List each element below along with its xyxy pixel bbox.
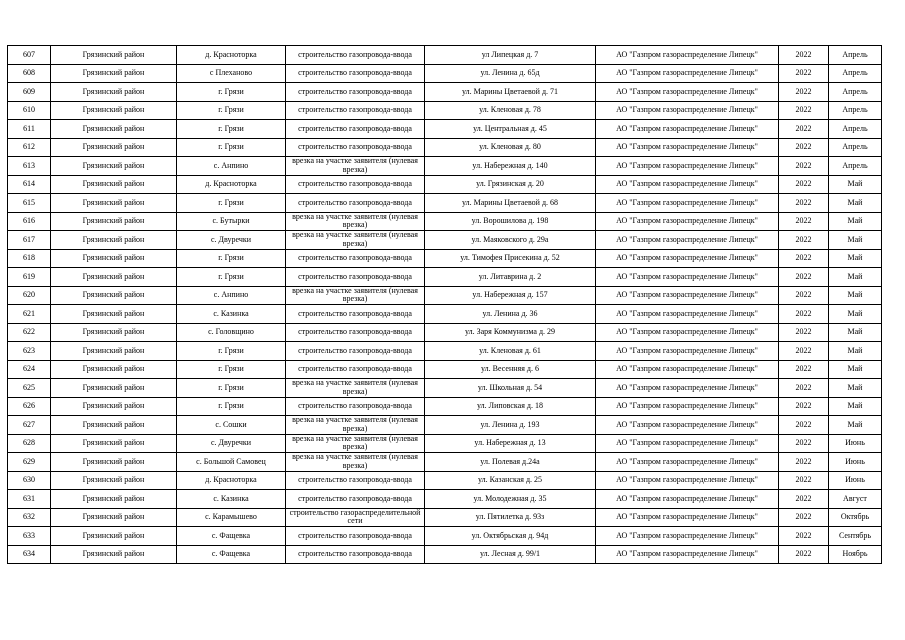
work-type-cell: строительство газопровода-ввода xyxy=(286,175,425,194)
organization-cell: АО "Газпром газораспределение Липецк" xyxy=(596,508,779,527)
locality-cell: г. Грязи xyxy=(177,101,286,120)
table-row xyxy=(8,212,882,231)
year-cell: 2022 xyxy=(779,342,829,361)
locality-cell: с. Головщино xyxy=(177,323,286,342)
address-cell: ул. Центральная д. 45 xyxy=(425,120,596,139)
year-cell: 2022 xyxy=(779,46,829,65)
row-number-cell: 624 xyxy=(8,360,51,379)
work-type-cell: строительство газопровода-ввода xyxy=(286,342,425,361)
row-number-cell: 622 xyxy=(8,323,51,342)
row-number-cell: 611 xyxy=(8,120,51,139)
address-cell: ул. Набережная д. 157 xyxy=(425,286,596,305)
address-cell: ул. Школьная д. 54 xyxy=(425,379,596,398)
address-cell: ул. Литаврина д. 2 xyxy=(425,268,596,287)
month-cell: Май xyxy=(829,249,882,268)
year-cell: 2022 xyxy=(779,379,829,398)
month-cell: Ноябрь xyxy=(829,545,882,564)
address-cell: ул. Набережная д. 140 xyxy=(425,157,596,176)
table-row xyxy=(8,268,882,287)
address-cell: ул. Лесная д. 99/1 xyxy=(425,545,596,564)
address-cell: ул. Весенняя д. 6 xyxy=(425,360,596,379)
district-cell: Грязинский район xyxy=(51,46,177,65)
table-row xyxy=(8,360,882,379)
year-cell: 2022 xyxy=(779,249,829,268)
district-cell: Грязинский район xyxy=(51,64,177,83)
work-type-cell: врезка на участке заявителя (нулевая врезка) xyxy=(286,379,425,398)
work-type-cell: строительство газопровода-ввода xyxy=(286,194,425,213)
table-row xyxy=(8,231,882,250)
document-page xyxy=(7,45,881,564)
year-cell: 2022 xyxy=(779,231,829,250)
locality-cell: с. Фащевка xyxy=(177,527,286,546)
year-cell: 2022 xyxy=(779,64,829,83)
organization-cell: АО "Газпром газораспределение Липецк" xyxy=(596,434,779,453)
district-cell: Грязинский район xyxy=(51,416,177,435)
district-cell: Грязинский район xyxy=(51,527,177,546)
work-type-cell: строительство газопровода-ввода xyxy=(286,527,425,546)
organization-cell: АО "Газпром газораспределение Липецк" xyxy=(596,545,779,564)
year-cell: 2022 xyxy=(779,138,829,157)
district-cell: Грязинский район xyxy=(51,231,177,250)
district-cell: Грязинский район xyxy=(51,471,177,490)
address-cell: ул. Ленина д. 193 xyxy=(425,416,596,435)
row-number-cell: 631 xyxy=(8,490,51,509)
month-cell: Июнь xyxy=(829,434,882,453)
address-cell: ул. Октябрьская д. 94д xyxy=(425,527,596,546)
month-cell: Май xyxy=(829,416,882,435)
district-cell: Грязинский район xyxy=(51,286,177,305)
table-row xyxy=(8,434,882,453)
work-type-cell: строительство газопровода-ввода xyxy=(286,249,425,268)
row-number-cell: 634 xyxy=(8,545,51,564)
year-cell: 2022 xyxy=(779,490,829,509)
row-number-cell: 618 xyxy=(8,249,51,268)
work-type-cell: строительство газопровода-ввода xyxy=(286,360,425,379)
month-cell: Май xyxy=(829,342,882,361)
table-row xyxy=(8,527,882,546)
locality-cell: г. Грязи xyxy=(177,342,286,361)
month-cell: Май xyxy=(829,323,882,342)
table-row xyxy=(8,490,882,509)
row-number-cell: 615 xyxy=(8,194,51,213)
work-type-cell: строительство газораспределительной сети xyxy=(286,508,425,527)
organization-cell: АО "Газпром газораспределение Липецк" xyxy=(596,212,779,231)
month-cell: Апрель xyxy=(829,101,882,120)
organization-cell: АО "Газпром газораспределение Липецк" xyxy=(596,342,779,361)
row-number-cell: 619 xyxy=(8,268,51,287)
table-row xyxy=(8,157,882,176)
work-type-cell: строительство газопровода-ввода xyxy=(286,46,425,65)
organization-cell: АО "Газпром газораспределение Липецк" xyxy=(596,249,779,268)
table-row xyxy=(8,64,882,83)
district-cell: Грязинский район xyxy=(51,305,177,324)
locality-cell: г. Грязи xyxy=(177,194,286,213)
month-cell: Апрель xyxy=(829,157,882,176)
address-cell: ул. Набережная д. 13 xyxy=(425,434,596,453)
table-body xyxy=(8,46,882,564)
month-cell: Апрель xyxy=(829,120,882,139)
district-cell: Грязинский район xyxy=(51,212,177,231)
locality-cell: с. Анпино xyxy=(177,286,286,305)
address-cell: ул. Ворошилова д. 198 xyxy=(425,212,596,231)
row-number-cell: 613 xyxy=(8,157,51,176)
row-number-cell: 629 xyxy=(8,453,51,472)
address-cell: ул. Марины Цветаевой д. 71 xyxy=(425,83,596,102)
row-number-cell: 616 xyxy=(8,212,51,231)
work-type-cell: строительство газопровода-ввода xyxy=(286,490,425,509)
district-cell: Грязинский район xyxy=(51,434,177,453)
district-cell: Грязинский район xyxy=(51,508,177,527)
table-row xyxy=(8,453,882,472)
year-cell: 2022 xyxy=(779,360,829,379)
table-row xyxy=(8,286,882,305)
address-cell: ул. Кленовая д. 61 xyxy=(425,342,596,361)
table-row xyxy=(8,379,882,398)
locality-cell: с. Бутырки xyxy=(177,212,286,231)
year-cell: 2022 xyxy=(779,397,829,416)
month-cell: Август xyxy=(829,490,882,509)
table-row xyxy=(8,545,882,564)
year-cell: 2022 xyxy=(779,101,829,120)
row-number-cell: 609 xyxy=(8,83,51,102)
address-cell: ул. Кленовая д. 80 xyxy=(425,138,596,157)
work-type-cell: строительство газопровода-ввода xyxy=(286,305,425,324)
district-cell: Грязинский район xyxy=(51,157,177,176)
organization-cell: АО "Газпром газораспределение Липецк" xyxy=(596,527,779,546)
address-cell: ул. Тимофея Присекина д. 52 xyxy=(425,249,596,268)
work-type-cell: строительство газопровода-ввода xyxy=(286,64,425,83)
district-cell: Грязинский район xyxy=(51,101,177,120)
table-row xyxy=(8,194,882,213)
table-row xyxy=(8,138,882,157)
organization-cell: АО "Газпром газораспределение Липецк" xyxy=(596,416,779,435)
row-number-cell: 627 xyxy=(8,416,51,435)
organization-cell: АО "Газпром газораспределение Липецк" xyxy=(596,194,779,213)
month-cell: Май xyxy=(829,268,882,287)
district-cell: Грязинский район xyxy=(51,194,177,213)
row-number-cell: 612 xyxy=(8,138,51,157)
row-number-cell: 620 xyxy=(8,286,51,305)
month-cell: Май xyxy=(829,360,882,379)
month-cell: Май xyxy=(829,175,882,194)
year-cell: 2022 xyxy=(779,323,829,342)
organization-cell: АО "Газпром газораспределение Липецк" xyxy=(596,64,779,83)
table-row xyxy=(8,83,882,102)
address-cell: ул. Полевая д.24а xyxy=(425,453,596,472)
locality-cell: с. Сошки xyxy=(177,416,286,435)
organization-cell: АО "Газпром газораспределение Липецк" xyxy=(596,83,779,102)
organization-cell: АО "Газпром газораспределение Липецк" xyxy=(596,471,779,490)
work-type-cell: врезка на участке заявителя (нулевая врезка) xyxy=(286,286,425,305)
work-type-cell: врезка на участке заявителя (нулевая врезка) xyxy=(286,434,425,453)
organization-cell: АО "Газпром газораспределение Липецк" xyxy=(596,286,779,305)
address-cell: ул. Марины Цветаевой д. 68 xyxy=(425,194,596,213)
table-row xyxy=(8,249,882,268)
month-cell: Апрель xyxy=(829,64,882,83)
organization-cell: АО "Газпром газораспределение Липецк" xyxy=(596,101,779,120)
address-cell: ул. Ленина д. 65д xyxy=(425,64,596,83)
year-cell: 2022 xyxy=(779,175,829,194)
month-cell: Апрель xyxy=(829,138,882,157)
organization-cell: АО "Газпром газораспределение Липецк" xyxy=(596,305,779,324)
table-row xyxy=(8,305,882,324)
row-number-cell: 628 xyxy=(8,434,51,453)
district-cell: Грязинский район xyxy=(51,323,177,342)
table-row xyxy=(8,508,882,527)
organization-cell: АО "Газпром газораспределение Липецк" xyxy=(596,360,779,379)
locality-cell: с Плеханово xyxy=(177,64,286,83)
organization-cell: АО "Газпром газораспределение Липецк" xyxy=(596,268,779,287)
month-cell: Апрель xyxy=(829,83,882,102)
locality-cell: г. Грязи xyxy=(177,360,286,379)
row-number-cell: 633 xyxy=(8,527,51,546)
row-number-cell: 614 xyxy=(8,175,51,194)
organization-cell: АО "Газпром газораспределение Липецк" xyxy=(596,175,779,194)
table-row xyxy=(8,46,882,65)
month-cell: Май xyxy=(829,286,882,305)
organization-cell: АО "Газпром газораспределение Липецк" xyxy=(596,138,779,157)
locality-cell: г. Грязи xyxy=(177,397,286,416)
address-cell: ул. Казанская д. 25 xyxy=(425,471,596,490)
locality-cell: д. Красноторка xyxy=(177,471,286,490)
work-type-cell: строительство газопровода-ввода xyxy=(286,397,425,416)
year-cell: 2022 xyxy=(779,268,829,287)
district-cell: Грязинский район xyxy=(51,379,177,398)
month-cell: Июнь xyxy=(829,471,882,490)
work-type-cell: строительство газопровода-ввода xyxy=(286,101,425,120)
table-row xyxy=(8,120,882,139)
organization-cell: АО "Газпром газораспределение Липецк" xyxy=(596,231,779,250)
address-cell: ул. Пятилетка д. 93з xyxy=(425,508,596,527)
year-cell: 2022 xyxy=(779,545,829,564)
year-cell: 2022 xyxy=(779,305,829,324)
year-cell: 2022 xyxy=(779,157,829,176)
work-type-cell: строительство газопровода-ввода xyxy=(286,120,425,139)
organization-cell: АО "Газпром газораспределение Липецк" xyxy=(596,157,779,176)
address-cell: ул. Грязинская д. 20 xyxy=(425,175,596,194)
row-number-cell: 625 xyxy=(8,379,51,398)
address-cell: ул. Заря Коммунизма д. 29 xyxy=(425,323,596,342)
district-cell: Грязинский район xyxy=(51,453,177,472)
row-number-cell: 610 xyxy=(8,101,51,120)
table-row xyxy=(8,397,882,416)
organization-cell: АО "Газпром газораспределение Липецк" xyxy=(596,397,779,416)
work-type-cell: строительство газопровода-ввода xyxy=(286,471,425,490)
year-cell: 2022 xyxy=(779,508,829,527)
year-cell: 2022 xyxy=(779,453,829,472)
connections-table xyxy=(7,45,882,564)
work-type-cell: строительство газопровода-ввода xyxy=(286,138,425,157)
district-cell: Грязинский район xyxy=(51,268,177,287)
year-cell: 2022 xyxy=(779,194,829,213)
locality-cell: с. Большой Самовец xyxy=(177,453,286,472)
locality-cell: д. Красноторка xyxy=(177,46,286,65)
locality-cell: с. Двуречки xyxy=(177,231,286,250)
table-row xyxy=(8,323,882,342)
organization-cell: АО "Газпром газораспределение Липецк" xyxy=(596,46,779,65)
district-cell: Грязинский район xyxy=(51,342,177,361)
district-cell: Грязинский район xyxy=(51,249,177,268)
table-row xyxy=(8,342,882,361)
work-type-cell: строительство газопровода-ввода xyxy=(286,545,425,564)
work-type-cell: врезка на участке заявителя (нулевая врезка) xyxy=(286,157,425,176)
row-number-cell: 623 xyxy=(8,342,51,361)
month-cell: Май xyxy=(829,194,882,213)
district-cell: Грязинский район xyxy=(51,545,177,564)
address-cell: ул. Липовская д. 18 xyxy=(425,397,596,416)
year-cell: 2022 xyxy=(779,120,829,139)
locality-cell: г. Грязи xyxy=(177,379,286,398)
locality-cell: с. Двуречки xyxy=(177,434,286,453)
locality-cell: с. Фащевка xyxy=(177,545,286,564)
row-number-cell: 617 xyxy=(8,231,51,250)
row-number-cell: 626 xyxy=(8,397,51,416)
locality-cell: с. Карамышево xyxy=(177,508,286,527)
row-number-cell: 632 xyxy=(8,508,51,527)
month-cell: Апрель xyxy=(829,46,882,65)
locality-cell: с. Анпино xyxy=(177,157,286,176)
district-cell: Грязинский район xyxy=(51,175,177,194)
month-cell: Октябрь xyxy=(829,508,882,527)
address-cell: ул. Молодежная д. 35 xyxy=(425,490,596,509)
district-cell: Грязинский район xyxy=(51,360,177,379)
table-row xyxy=(8,471,882,490)
organization-cell: АО "Газпром газораспределение Липецк" xyxy=(596,490,779,509)
locality-cell: г. Грязи xyxy=(177,138,286,157)
row-number-cell: 608 xyxy=(8,64,51,83)
month-cell: Май xyxy=(829,212,882,231)
locality-cell: г. Грязи xyxy=(177,120,286,139)
month-cell: Май xyxy=(829,397,882,416)
work-type-cell: строительство газопровода-ввода xyxy=(286,268,425,287)
address-cell: ул Липецкая д. 7 xyxy=(425,46,596,65)
year-cell: 2022 xyxy=(779,286,829,305)
district-cell: Грязинский район xyxy=(51,397,177,416)
work-type-cell: строительство газопровода-ввода xyxy=(286,83,425,102)
month-cell: Июнь xyxy=(829,453,882,472)
month-cell: Май xyxy=(829,231,882,250)
table-row xyxy=(8,416,882,435)
row-number-cell: 607 xyxy=(8,46,51,65)
locality-cell: г. Грязи xyxy=(177,83,286,102)
year-cell: 2022 xyxy=(779,212,829,231)
month-cell: Май xyxy=(829,379,882,398)
year-cell: 2022 xyxy=(779,83,829,102)
district-cell: Грязинский район xyxy=(51,490,177,509)
work-type-cell: врезка на участке заявителя (нулевая врезка) xyxy=(286,416,425,435)
year-cell: 2022 xyxy=(779,471,829,490)
year-cell: 2022 xyxy=(779,527,829,546)
address-cell: ул. Кленовая д. 78 xyxy=(425,101,596,120)
district-cell: Грязинский район xyxy=(51,83,177,102)
locality-cell: г. Грязи xyxy=(177,268,286,287)
address-cell: ул. Ленина д. 36 xyxy=(425,305,596,324)
organization-cell: АО "Газпром газораспределение Липецк" xyxy=(596,453,779,472)
table-row xyxy=(8,175,882,194)
month-cell: Сентябрь xyxy=(829,527,882,546)
work-type-cell: врезка на участке заявителя (нулевая врезка) xyxy=(286,212,425,231)
locality-cell: д. Красноторка xyxy=(177,175,286,194)
row-number-cell: 621 xyxy=(8,305,51,324)
row-number-cell: 630 xyxy=(8,471,51,490)
organization-cell: АО "Газпром газораспределение Липецк" xyxy=(596,120,779,139)
table-row xyxy=(8,101,882,120)
organization-cell: АО "Газпром газораспределение Липецк" xyxy=(596,379,779,398)
work-type-cell: врезка на участке заявителя (нулевая врезка) xyxy=(286,231,425,250)
year-cell: 2022 xyxy=(779,416,829,435)
work-type-cell: строительство газопровода-ввода xyxy=(286,323,425,342)
district-cell: Грязинский район xyxy=(51,120,177,139)
district-cell: Грязинский район xyxy=(51,138,177,157)
address-cell: ул. Маяковского д. 29а xyxy=(425,231,596,250)
organization-cell: АО "Газпром газораспределение Липецк" xyxy=(596,323,779,342)
month-cell: Май xyxy=(829,305,882,324)
year-cell: 2022 xyxy=(779,434,829,453)
locality-cell: г. Грязи xyxy=(177,249,286,268)
work-type-cell: врезка на участке заявителя (нулевая врезка) xyxy=(286,453,425,472)
locality-cell: с. Казинка xyxy=(177,490,286,509)
locality-cell: с. Казинка xyxy=(177,305,286,324)
